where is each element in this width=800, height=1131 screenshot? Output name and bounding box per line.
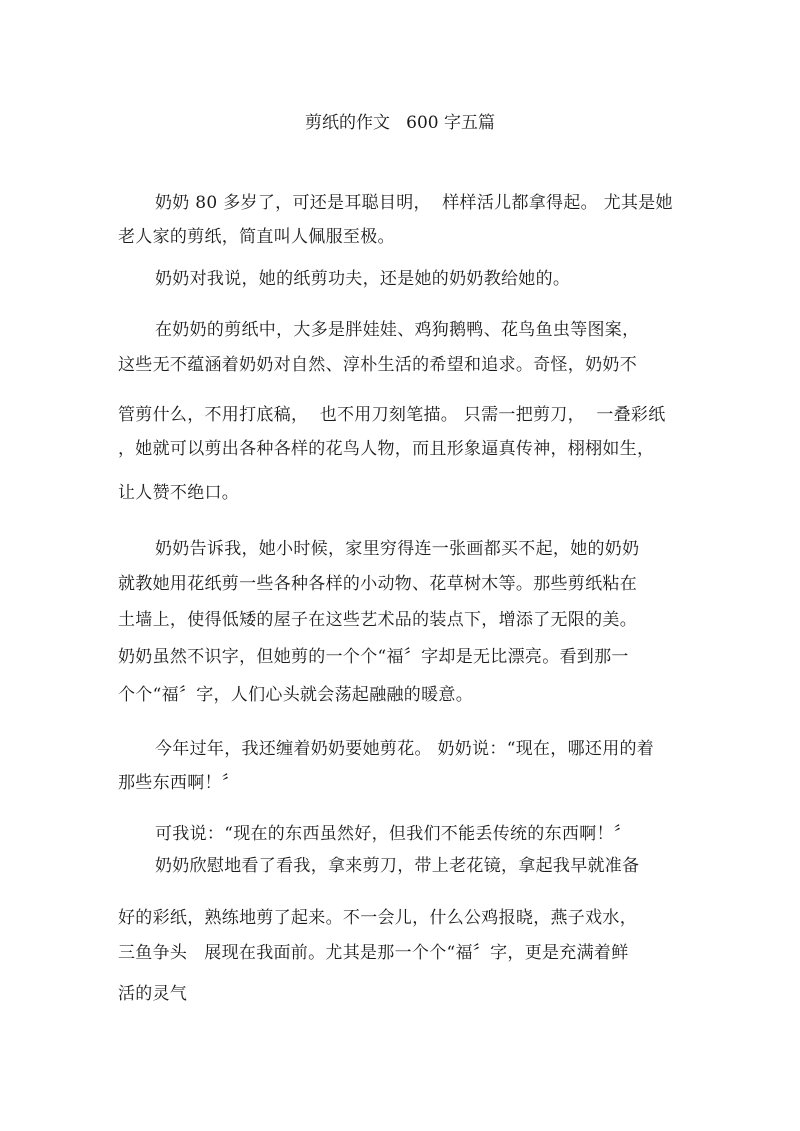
paragraph-line: 可我说：“现在的东西虽然好，但我们不能丢传统的东西啊！〞 [155, 824, 632, 844]
paragraph-line: 土墙上，使得低矮的屋子在这些艺术品的装点下，增添了无限的美。 [118, 610, 637, 630]
paragraph-line: 奶奶告诉我，她小时候，家里穷得连一张画都买不起，她的奶奶 [155, 539, 640, 559]
paragraph-line: 活的灵气 [118, 984, 188, 1004]
paragraph-line: 奶奶 80 多岁了，可还是耳聪目明， 样样活儿都拿得起。 尤其是她 [155, 193, 673, 213]
paragraph-line: 这些无不蕴涵着奶奶对自然、淳朴生活的希望和追求。奇怪，奶奶不 [118, 355, 637, 375]
paragraph-line: 奶奶虽然不识字，但她剪的一个个“福〞字却是无比漂亮。看到那一 [118, 647, 629, 667]
paragraph-line: ，她就可以剪出各种各样的花鸟人物，而且形象逼真传神，栩栩如生， [118, 439, 655, 459]
paragraph-line: 那些东西啊！〞 [118, 773, 240, 793]
paragraph-line: 管剪什么，不用打底稿， 也不用刀刻笔描。 只需一把剪刀， 一叠彩纸 [118, 405, 666, 425]
paragraph-line: 就教她用花纸剪一些各种各样的小动物、花草树木等。那些剪纸粘在 [118, 574, 637, 594]
paragraph-line: 奶奶对我说，她的纸剪功夫，还是她的奶奶教给她的。 [155, 269, 571, 289]
paragraph-line: 今年过年，我还缠着奶奶要她剪花。 奶奶说：“现在，哪还用的着 [155, 739, 655, 759]
document-title: 剪纸的作文 600 字五篇 [304, 113, 496, 133]
paragraph-line: 老人家的剪纸，简直叫人佩服至极。 [118, 227, 395, 247]
paragraph-line: 好的彩纸，熟练地剪了起来。不一会儿，什么公鸡报晓，燕子戏水， [118, 908, 637, 928]
paragraph-line: 让人赞不绝口。 [118, 483, 240, 503]
paragraph-line: 三鱼争头 展现在我面前。尤其是那一个个“福〞字，更是充满着鲜 [118, 943, 629, 963]
paragraph-line: 在奶奶的剪纸中，大多是胖娃娃、鸡狗鹅鸭、花鸟鱼虫等图案， [155, 320, 640, 340]
paragraph-line: 个个“福〞字，人们心头就会荡起融融的暖意。 [118, 685, 473, 705]
paragraph-line: 奶奶欣慰地看了看我，拿来剪刀，带上老花镜，拿起我早就准备 [155, 856, 640, 876]
